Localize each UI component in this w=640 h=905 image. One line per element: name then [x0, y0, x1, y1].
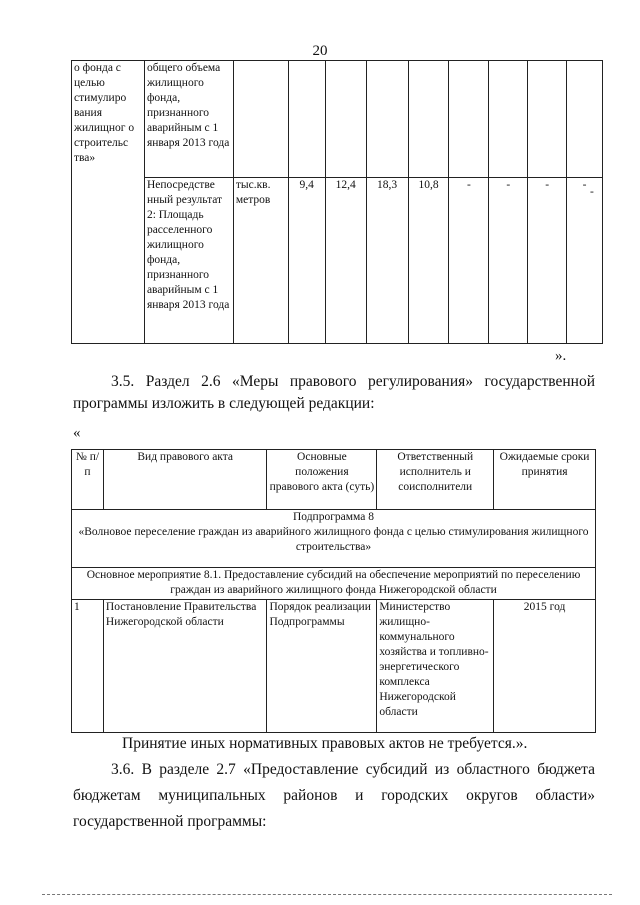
- table-cell: 10,8: [408, 178, 449, 344]
- table-cell: [567, 61, 603, 178]
- table-cell: -: [528, 178, 567, 344]
- table-cell: 18,3: [366, 178, 408, 344]
- table-header-row: [72, 450, 596, 510]
- paragraph-no-acts: Принятие иных нормативных правовых актов не требуется.».: [122, 735, 528, 752]
- table-cell: [528, 61, 567, 178]
- table-cell: о фонда с целью стимулиро вания жилищног о строительс тва»: [72, 61, 145, 344]
- table-cell: -: [489, 178, 528, 344]
- table-cell: [449, 61, 489, 178]
- table-cell: [325, 61, 366, 178]
- header-cell: Ответственный исполнитель и соисполнители: [377, 450, 494, 510]
- table-cell: 2015 год: [494, 600, 596, 733]
- table-cell: общего объема жилищного фонда, признанного аварийным с 1 января 2013 года: [144, 61, 233, 178]
- table-cell: Непосредстве нный результат 2: Площадь расселенного жилищного фонда, признанного аварийным с 1 января 2013 года: [144, 178, 233, 344]
- paragraph-3-6: 3.6. В разделе 2.7 «Предоставление субсидий из областного бюджета бюджетам муниципальных районов и городских округов области» государственной программы:: [73, 761, 595, 830]
- table-cell: тыс.кв. метров: [233, 178, 288, 344]
- subprogram-cell: [72, 510, 596, 568]
- measure-cell: Основное мероприятие 8.1. Предоставление субсидий на обеспечение мероприятий по переселению граждан из аварийного жилищного фонда Нижегородской области: [72, 568, 596, 600]
- legal-acts-table: [71, 449, 596, 733]
- table-cell: -: [567, 178, 603, 344]
- table-cell: [489, 61, 528, 178]
- header-cell: Ожидаемые сроки принятия: [494, 450, 596, 510]
- table-row: [72, 568, 596, 600]
- table-cell: -: [449, 178, 489, 344]
- indicators-table: [71, 60, 603, 344]
- header-cell: № п/п: [72, 450, 104, 510]
- table-row: [72, 510, 596, 568]
- header-cell: Основные положения правового акта (суть): [267, 450, 377, 510]
- closing-quote: ».: [555, 348, 567, 364]
- footer-divider: [42, 894, 612, 895]
- table-cell: Министерство жилищно-коммунального хозяйства и топливно-энергетического комплекса Нижегородской области: [377, 600, 494, 733]
- table-row: [72, 600, 596, 733]
- table-cell: [288, 61, 325, 178]
- table-row: [72, 178, 603, 344]
- opening-quote: «: [73, 425, 81, 441]
- table-cell: Порядок реализации Подпрограммы: [267, 600, 377, 733]
- table-row: [72, 61, 603, 178]
- subprogram-name: «Волновое переселение граждан из аварийного жилищного фонда с целью стимулирования жилищного строительства»: [78, 526, 589, 553]
- table-cell: [366, 61, 408, 178]
- table-cell: 9,4: [288, 178, 325, 344]
- paragraph-3-5: 3.5. Раздел 2.6 «Меры правового регулирования» государственной программы изложить в следующей редакции:: [73, 373, 595, 412]
- table-cell: [233, 61, 288, 178]
- table-cell: 1: [72, 600, 104, 733]
- subprogram-title: Подпрограмма 8: [292, 511, 374, 523]
- table-cell: [408, 61, 449, 178]
- table-cell: Постановление Правительства Нижегородской области: [103, 600, 267, 733]
- header-cell: Вид правового акта: [103, 450, 267, 510]
- table-cell: 12,4: [325, 178, 366, 344]
- page-number: 20: [312, 43, 328, 59]
- table1-values-extra: -: [590, 186, 594, 198]
